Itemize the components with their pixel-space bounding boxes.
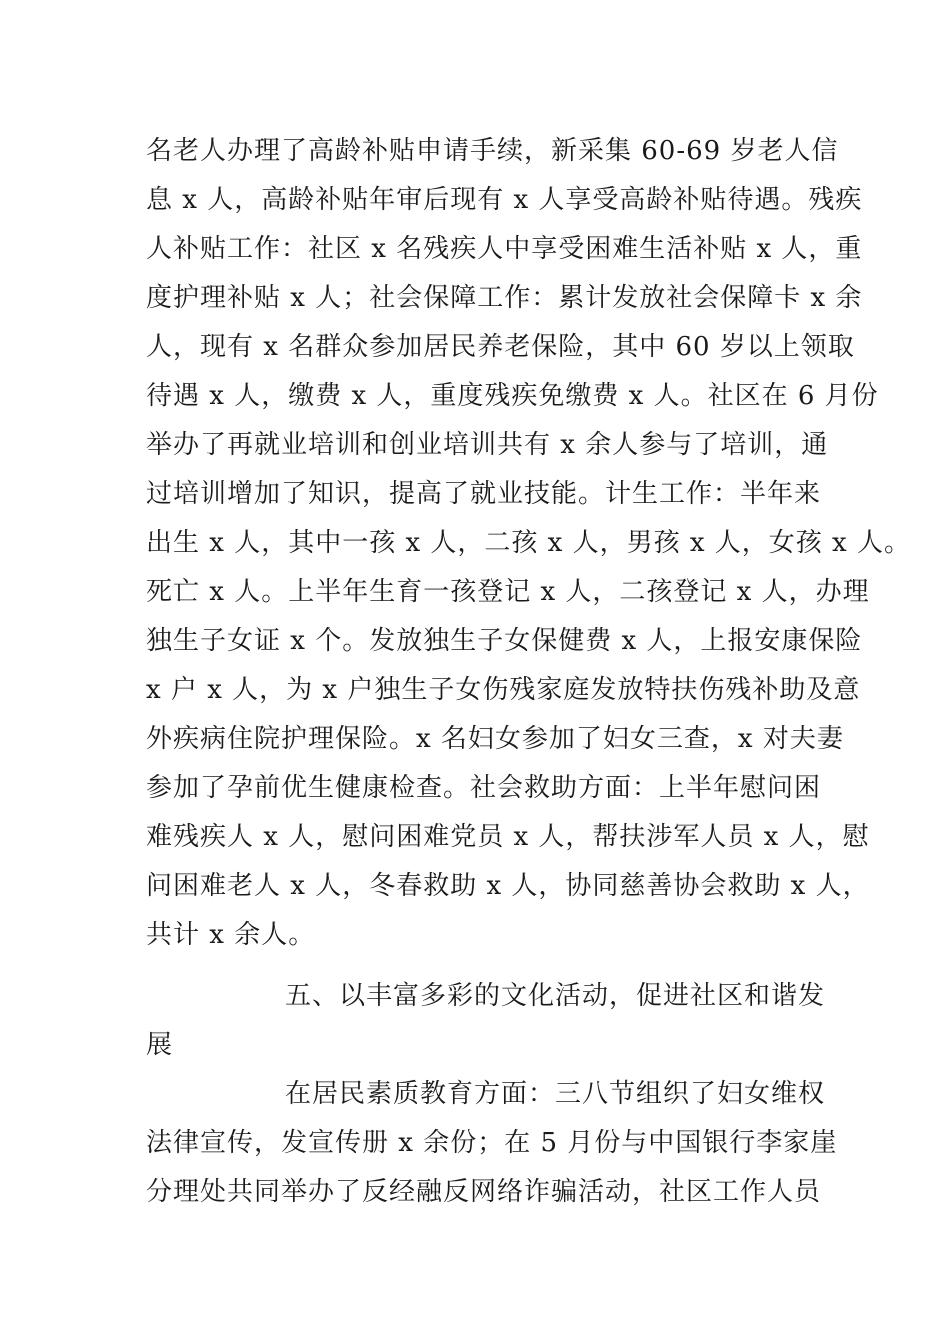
text-line: 过培训增加了知识，提高了就业技能。计生工作：半年来 (146, 479, 822, 509)
text-line: 度护理补贴 x 人；社会保障工作：累计发放社会保障卡 x 余 (146, 283, 863, 313)
body-paragraph-2 (146, 1070, 838, 1217)
text-line: 出生 x 人，其中一孩 x 人，二孩 x 人，男孩 x 人，女孩 x 人。 (146, 528, 911, 558)
text-line: 人补贴工作：社区 x 名残疾人中享受困难生活补贴 x 人，重 (146, 234, 863, 264)
text-line: 共计 x 余人。 (146, 920, 316, 950)
text-line: 法律宣传，发宣传册 x 余份；在 5 月份与中国银行李家崖 (146, 1128, 838, 1158)
body-paragraph-1 (146, 127, 911, 960)
text-line: 人，现有 x 名群众参加居民养老保险，其中 60 岁以上领取 (146, 332, 855, 362)
text-line: 参加了孕前优生健康检查。社会救助方面：上半年慰问困 (146, 773, 822, 803)
text-line: 分理处共同举办了反经融反网络诈骗活动，社区工作人员 (146, 1177, 822, 1207)
text-line: 难残疾人 x 人，慰问困难党员 x 人，帮扶涉军人员 x 人，慰 (146, 822, 870, 852)
text-line: 举办了再就业培训和创业培训共有 x 余人参与了培训，通 (146, 430, 829, 460)
text-line: 在居民素质教育方面：三八节组织了妇女维权 (285, 1079, 826, 1109)
text-line: 息 x 人，高龄补贴年审后现有 x 人享受高龄补贴待遇。残疾 (146, 185, 863, 215)
heading-line: 展 (146, 1030, 174, 1060)
text-line: 外疾病住院护理保险。x 名妇女参加了妇女三查，x 对夫妻 (146, 724, 844, 754)
text-line: 问困难老人 x 人，冬春救助 x 人，协同慈善协会救助 x 人， (146, 871, 870, 901)
text-line: 待遇 x 人，缴费 x 人，重度残疾免缴费 x 人。社区在 6 月份 (146, 381, 879, 411)
text-line: 死亡 x 人。上半年生育一孩登记 x 人，二孩登记 x 人，办理 (146, 577, 870, 607)
text-line: 独生子女证 x 个。发放独生子女保健费 x 人，上报安康保险 (146, 626, 863, 656)
text-line: 名老人办理了高龄补贴申请手续，新采集 60-69 岁老人信 (146, 136, 839, 166)
text-line: x 户 x 人，为 x 户独生子女伤残家庭发放特扶伤残补助及意 (146, 675, 861, 705)
heading-line: 五、以丰富多彩的文化活动，促进社区和谐发 (285, 981, 826, 1011)
section-heading-5 (146, 972, 826, 1070)
